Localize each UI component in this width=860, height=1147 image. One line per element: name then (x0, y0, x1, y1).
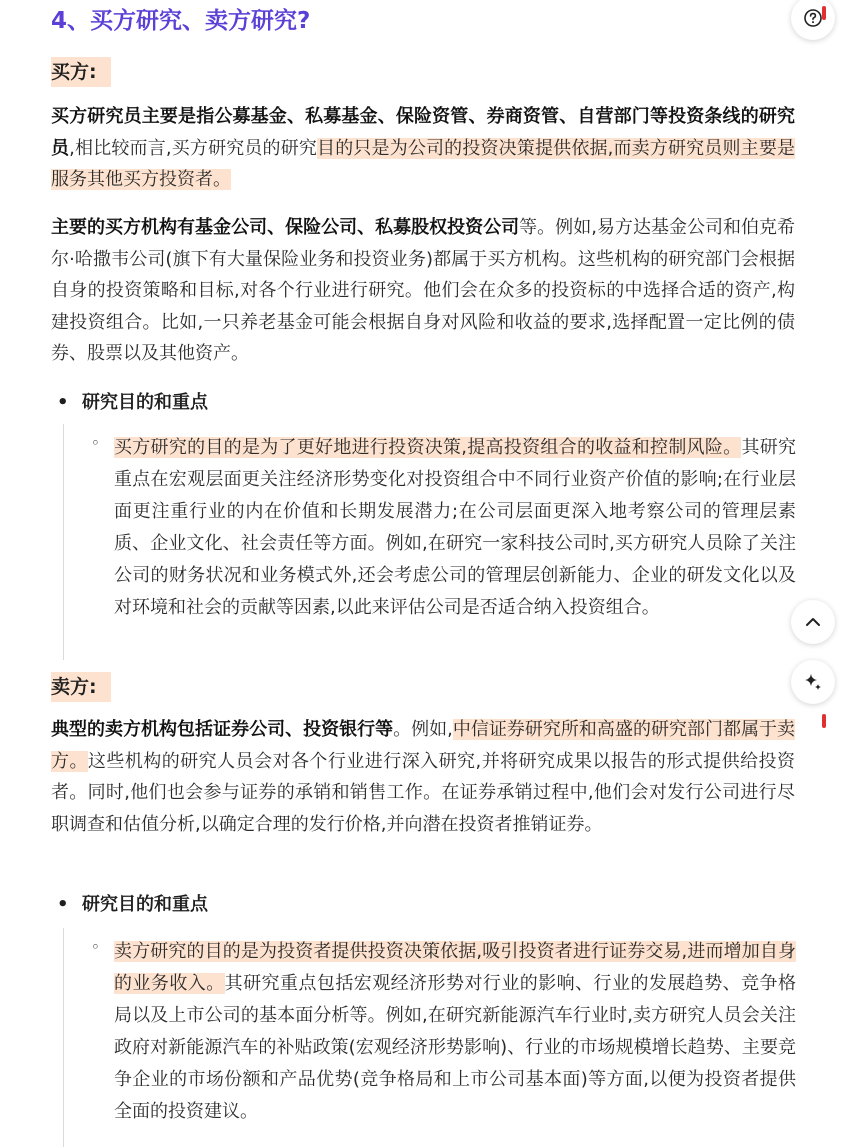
buy-side-purpose-highlight: 买方研究的目的是为了更好地进行投资决策,提高投资组合的收益和控制风险。 (114, 437, 742, 458)
ai-assistant-button[interactable] (791, 660, 835, 704)
sell-side-focus-text: 其研究重点包括宏观经济形势对行业的影响、行业的发展趋势、竞争格局以及上市公司的基本面分析等。例如,在研究新能源汽车行业时,卖方研究人员会关注政府对新能源汽车的补贴政策(宏观经济形势影响)、行业的市场规模增长趋势、主要竞争企业的市场份额和产品优势(竞争格局和上市公司基本面)等方面,以便为投资者提供全面的投资建议。 (114, 973, 797, 1122)
sell-side-paragraph-1 (51, 714, 795, 840)
notification-indicator (822, 6, 826, 20)
sell-side-text-1: 。例如, (393, 719, 453, 740)
buy-side-bullet: • 研究目的和重点 (57, 392, 208, 413)
sell-side-label: 卖方: (51, 672, 111, 702)
buy-side-paragraph-2 (51, 212, 795, 370)
sparkle-icon (802, 671, 824, 693)
buy-side-bullet-label: 研究目的和重点 (82, 392, 208, 413)
buy-side-sub-item (114, 432, 796, 624)
buy-side-sublist (63, 424, 796, 660)
help-button[interactable] (791, 0, 835, 40)
buy-side-institutions-text: 等。例如,易方达基金公司和伯克希尔·哈撒韦公司(旗下有大量保险业务和投资业务)都属于买方机构。这些机构的研究部门会根据自身的投资策略和目标,对各个行业进行研究。他们会在众多的投资标的中选择合适的资产,构建投资组合。比如,一只养老基金可能会根据自身对风险和收益的要求,选择配置一定比例的债券、股票以及其他资产。 (51, 217, 795, 364)
question-circle-icon (803, 8, 823, 28)
sell-side-example-highlight: 中信证券研究所和高盛的研究部门都属于卖方。 (51, 719, 795, 772)
circle-bullet-icon: ◦ (91, 434, 100, 452)
buy-side-definition-highlight: 目的只是为公司的投资决策提供依据,而卖方研究员则主要是服务其他买方投资者。 (51, 137, 795, 190)
buy-side-paragraph-1 (51, 101, 795, 196)
buy-side-label: 买方: (51, 57, 111, 87)
sell-side-bullet-label: 研究目的和重点 (82, 894, 208, 915)
notification-indicator (822, 714, 826, 728)
scroll-up-button[interactable] (791, 600, 835, 644)
buy-side-institutions-bold: 主要的买方机构有基金公司、保险公司、私募股权投资公司 (51, 217, 520, 238)
buy-side-definition-bold: 买方研究员主要是指公募基金、私募基金、保险资管、券商资管、自营部门等投资条线的研究员 (51, 106, 795, 159)
sell-side-bullet: • 研究目的和重点 (57, 894, 208, 915)
circle-bullet-icon: ◦ (91, 938, 100, 956)
chevron-up-icon (803, 612, 823, 632)
buy-side-focus-text: 其研究重点在宏观层面更关注经济形势变化对投资组合中不同行业资产价值的影响;在行业层面更注重行业的内在价值和长期发展潜力;在公司层面更深入地考察公司的管理层素质、企业文化、社会责任等方面。例如,在研究一家科技公司时,买方研究人员除了关注公司的财务状况和业务模式外,还会考虑公司的管理层创新能力、企业的研发文化以及对环境和社会的贡献等因素,以此来评估公司是否适合纳入投资组合。 (114, 437, 797, 618)
sell-side-purpose-highlight: 卖方研究的目的是为投资者提供投资决策依据,吸引投资者进行证券交易,进而增加自身的业务收入。 (114, 941, 796, 994)
section-heading: 4、买方研究、卖方研究? (51, 8, 311, 34)
sell-side-institutions-bold: 典型的卖方机构包括证券公司、投资银行等 (51, 719, 394, 740)
sell-side-sublist (63, 928, 796, 1147)
sell-side-text-2: 这些机构的研究人员会对各个行业进行深入研究,并将研究成果以报告的形式提供给投资者。同时,他们也会参与证券的承销和销售工作。在证券承销过程中,他们会对发行公司进行尽职调查和估值分析,以确定合理的发行价格,并向潜在投资者推销证券。 (51, 750, 796, 835)
buy-side-definition-text: ,相比较而言,买方研究员的研究 (69, 137, 318, 159)
sell-side-sub-item (114, 936, 796, 1128)
